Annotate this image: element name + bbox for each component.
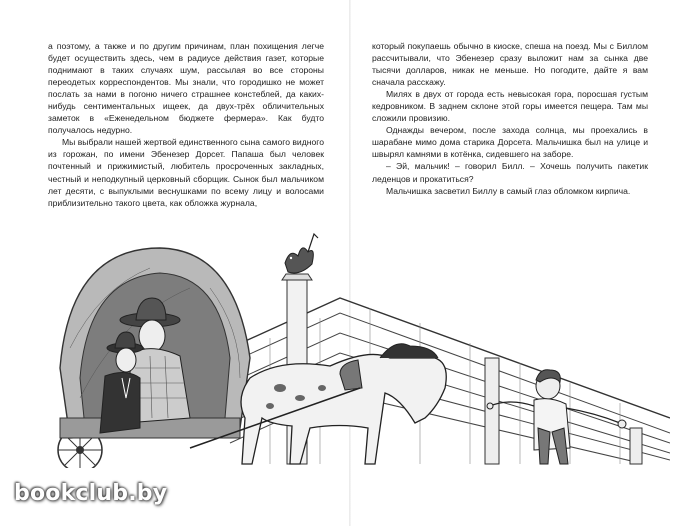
left-page-text	[48, 40, 324, 209]
wagon-and-horse-illustration	[40, 228, 670, 468]
right-paragraph-3: Однажды вечером, после захода солнца, мы проехались в шарабане мимо дома старика Дорсета. Мальчишка был на улице и швырял камнями в котёнка, сидевшего на заборе.	[372, 125, 648, 160]
left-paragraph-2: Мы выбрали нашей жертвой единственного сына самого видного из горожан, по имени Эбенезер Дорсет. Папаша был человек почтенный и прижимистый, любитель просроченных закладных, честный и неподкупный церковный сборщик. Сынок был мальчиком лет десяти, с выпуклыми веснушками по всему лицу и волосами приблизительно такого цвета, как обложка журнала,	[48, 137, 324, 208]
right-paragraph-1: который покупаешь обычно в киоске, спеша на поезд. Мы с Биллом рассчитывали, что Эбенезер сразу выложит нам за сынка две тысячи долларов, никак не меньше. Но погодите, дайте я вам сначала расскажу.	[372, 41, 648, 88]
watermark-logo: bookclub.by	[14, 481, 168, 506]
right-paragraph-2: Милях в двух от города есть невысокая гора, поросшая густым кедровником. В заднем склоне этой горы имеется пещера. Там мы сложили провизию.	[372, 89, 648, 124]
right-paragraph-4: – Эй, мальчик! – говорил Билл. – Хочешь получить пакетик леденцов и прокатиться?	[372, 161, 648, 184]
right-paragraph-5: Мальчишка засветил Биллу в самый глаз обломком кирпича.	[386, 185, 631, 196]
left-paragraph-1: а поэтому, а также и по другим причинам, план похищения легче будет осуществить здесь, чем в радиусе действия газет, которые поднимают в таких случаях шум, рассылая во все стороны переодетых корреспондентов. Мы знали, что городишко не может послать за нами в погоню ничего страшнее констеблей, да каких-нибудь сентиментальных ищеек, да двух-трёх обличительных заметок в «Еженедельном бюджете фермера». Как будто получалось недурно.	[48, 41, 324, 136]
right-page-text	[372, 40, 648, 197]
cat-illustration	[285, 234, 318, 273]
